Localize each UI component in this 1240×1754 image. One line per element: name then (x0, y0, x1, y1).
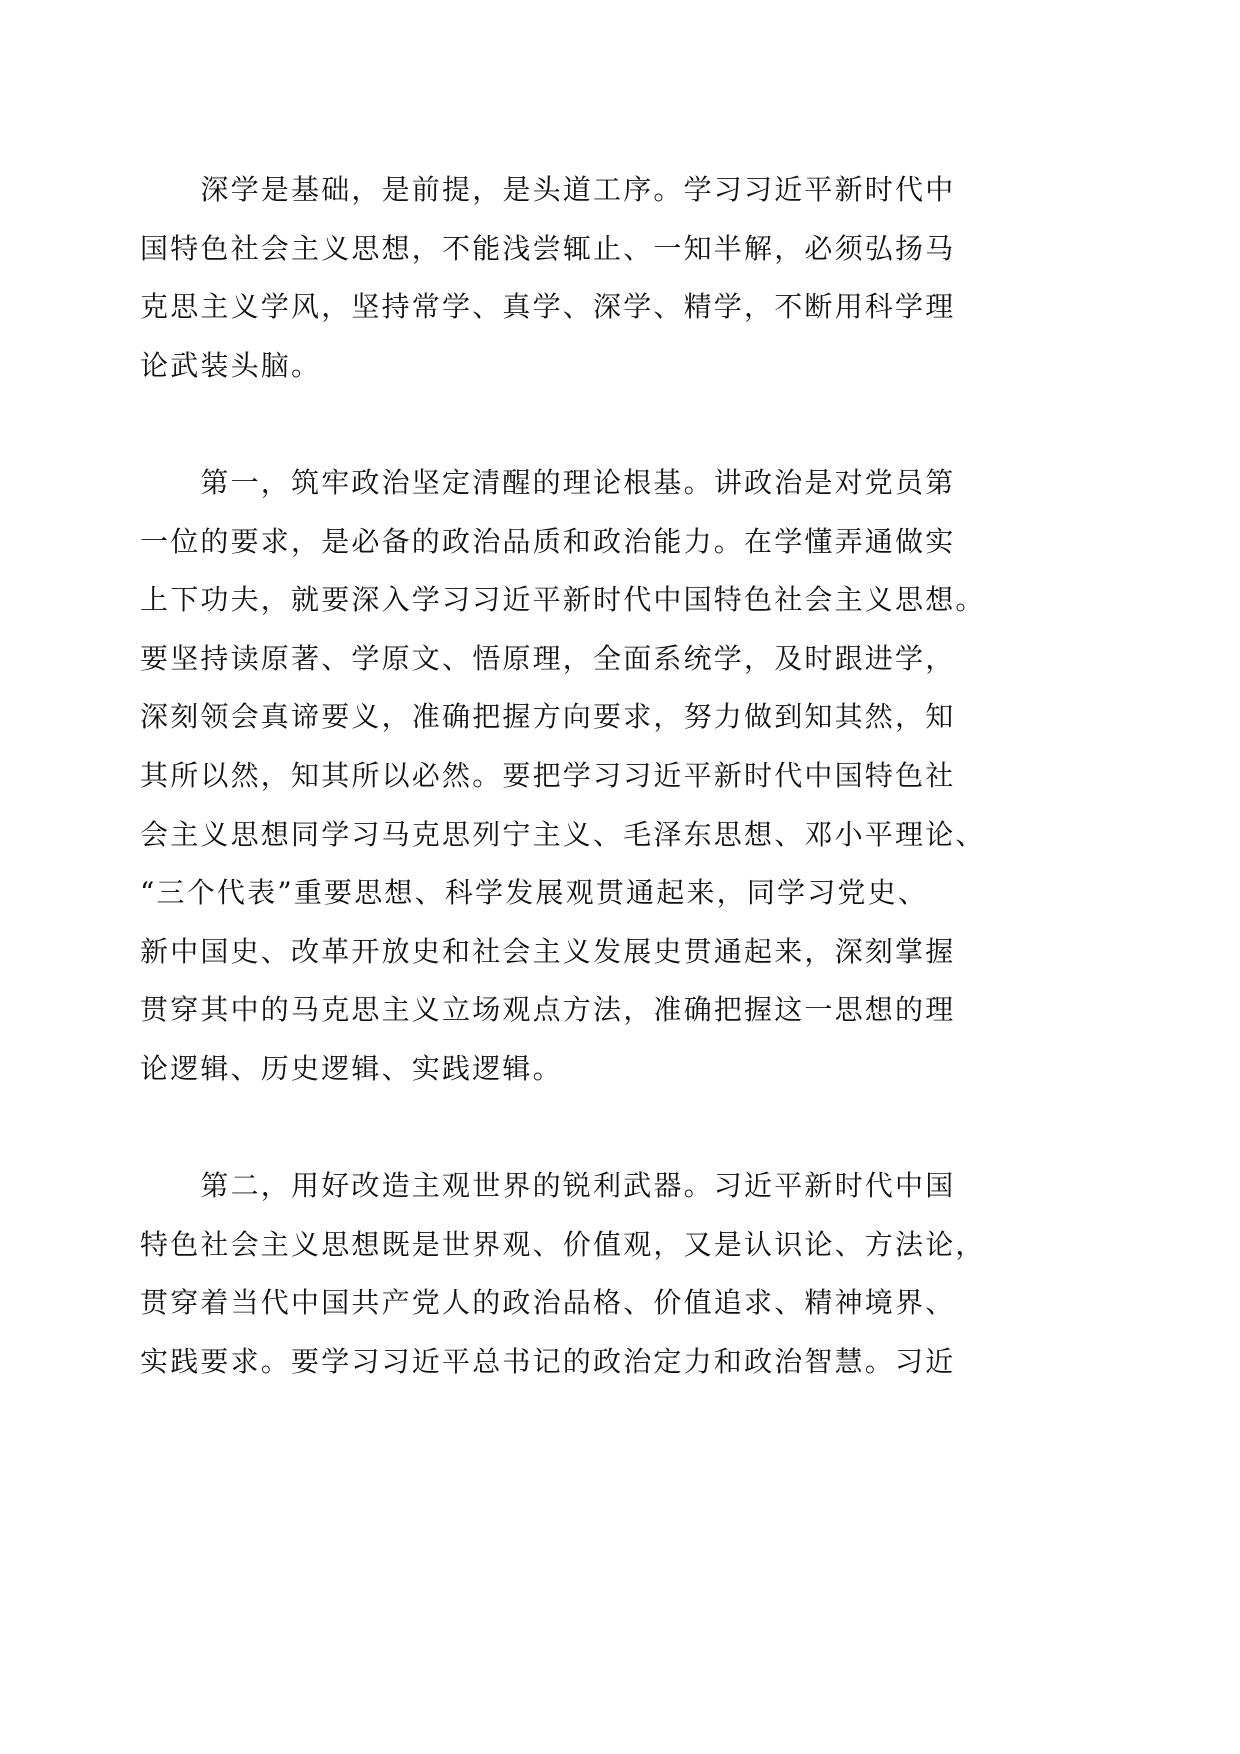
text-line: 克思主义学风，坚持常学、真学、深学、精学，不断用科学理 (140, 290, 956, 324)
text-line: 上下功夫，就要深入学习习近平新时代中国特色社会主义思想。 (140, 583, 986, 617)
text-line: 第二，用好改造主观世界的锐利武器。习近平新时代中国 (200, 1169, 956, 1203)
text-line: 深刻领会真谛要义，准确把握方向要求，努力做到知其然，知 (140, 700, 956, 734)
text-line: 贯穿其中的马克思主义立场观点方法，准确把握这一思想的理 (140, 993, 956, 1027)
document-body (140, 161, 1100, 1391)
text-line: 论武装头脑。 (140, 348, 322, 382)
paragraph-1 (140, 161, 1100, 395)
text-line: “三个代表”重要思想、科学发展观贯通起来，同学习党史、 (140, 876, 929, 910)
paragraph-3 (140, 1157, 1100, 1391)
text-line: 会主义思想同学习马克思列宁主义、毛泽东思想、邓小平理论、 (140, 817, 986, 851)
text-line: 论逻辑、历史逻辑、实践逻辑。 (140, 1051, 563, 1085)
paragraph-2 (140, 454, 1100, 1099)
text-line: 贯穿着当代中国共产党人的政治品格、价值追求、精神境界、 (140, 1286, 956, 1320)
text-line: 深学是基础，是前提，是头道工序。学习习近平新时代中 (200, 173, 956, 206)
text-line: 特色社会主义思想既是世界观、价值观，又是认识论、方法论， (140, 1227, 986, 1261)
text-line: 新中国史、改革开放史和社会主义发展史贯通起来，深刻掌握 (140, 934, 956, 968)
text-line: 第一，筑牢政治坚定清醒的理论根基。讲政治是对党员第 (200, 465, 956, 499)
text-line: 要坚持读原著、学原文、悟原理，全面系统学，及时跟进学， (140, 641, 956, 675)
text-line: 其所以然，知其所以必然。要把学习习近平新时代中国特色社 (140, 758, 956, 792)
text-line: 一位的要求，是必备的政治品质和政治能力。在学懂弄通做实 (140, 524, 956, 558)
text-line: 国特色社会主义思想，不能浅尝辄止、一知半解，必须弘扬马 (140, 231, 956, 265)
text-line: 实践要求。要学习习近平总书记的政治定力和政治智慧。习近 (140, 1344, 956, 1378)
